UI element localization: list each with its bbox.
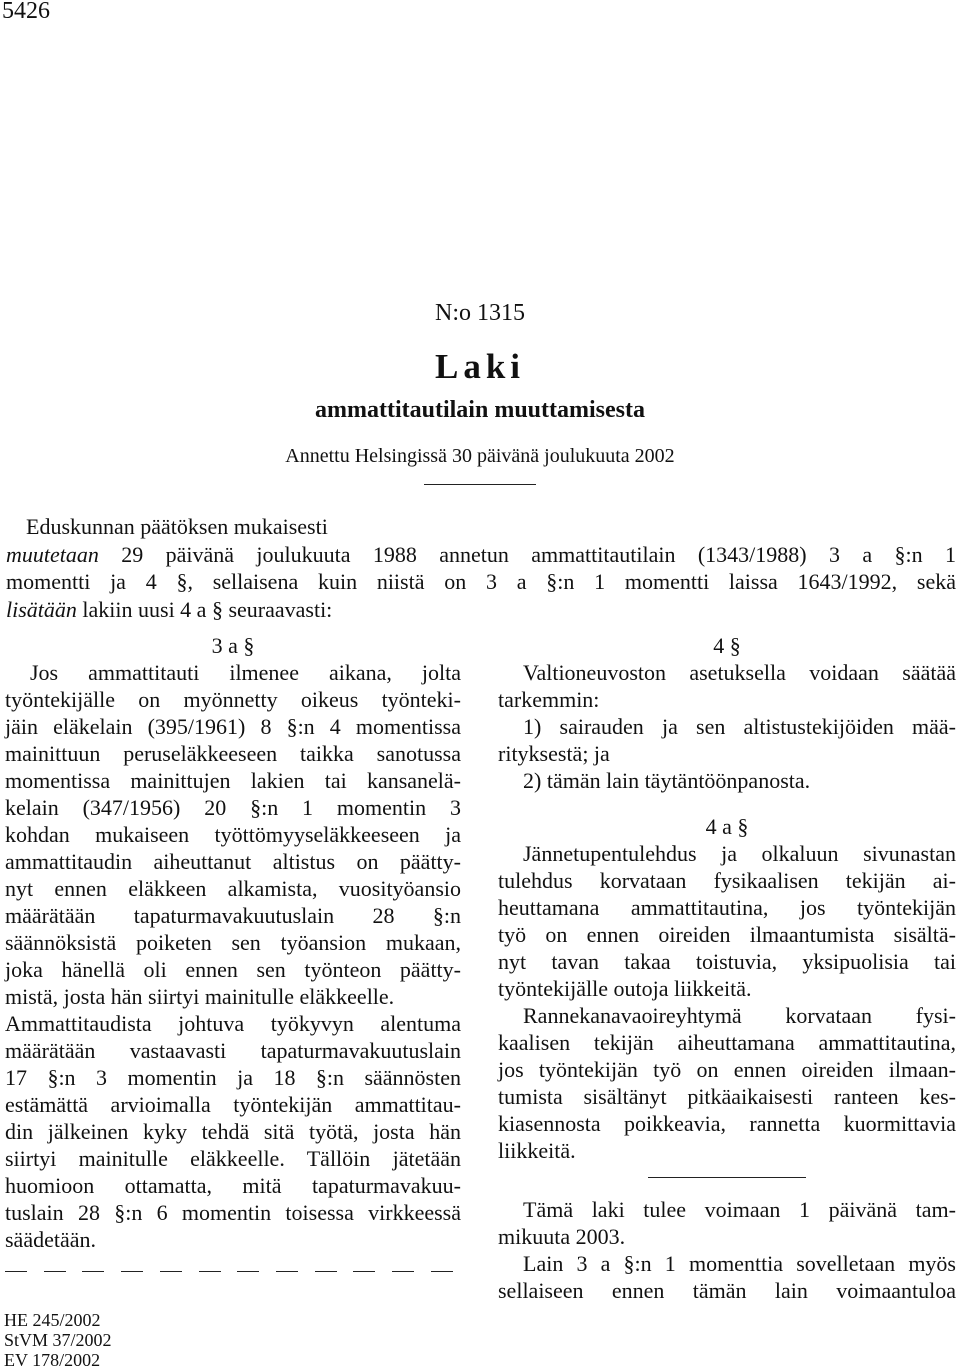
text-line: joka hänellä oli ennen sen työnteon päätty- [5,957,461,982]
legislative-references [4,1310,112,1370]
text-line: tuslain 28 §:n 6 momentin toisessa virkkeessä [5,1200,461,1225]
text-line: säännöksistä poiketen sen työansion mukaan, [5,930,461,955]
section-heading-4: 4 § [713,633,741,658]
intro-line [6,596,956,624]
text-line: tulehdus korvataan fysikaalisen tekijän ai- [498,868,956,893]
text-line: nyt tavan takaa toistuvia, yksipuolisia tai [498,949,956,974]
intro-line: momentti ja 4 §, sellaisena kuin niistä on 3 a §:n 1 momentti laissa 1643/1992, sekä [6,569,956,594]
document-type: Laki [434,347,526,386]
text-line: Tämä laki tulee voimaan 1 päivänä tam- [523,1197,956,1222]
text-line: kelain (347/1956) 20 §:n 1 momentin 3 [5,795,461,820]
text-line: tumista sisältänyt pitkäaikaisesti ranteen kes- [498,1084,956,1109]
text-line: siirtyi mainitulle eläkkeelle. Tällöin jätetään [5,1146,461,1171]
section-heading-3a: 3 a § [211,633,255,658]
text-line: jos työntekijän työ on ennen oireiden ilmaan- [498,1057,956,1082]
text-line: din jälkeinen kyky tehdä sitä työtä, josta hän [5,1119,461,1144]
text-line: momentissa mainittujen lakien tai kansanelä- [5,768,461,793]
end-of-amendments-rule [5,1259,453,1272]
text-line: työ on ennen oireiden ilmaantumista sisältä- [498,922,956,947]
page-number: 5426 [2,0,50,24]
text-line: määrätään tapaturmavakuutuslain 28 §:n [5,903,461,928]
text-line: tarkemmin: [498,687,600,712]
reference-item: HE 245/2002 [4,1310,101,1330]
text-line: mikuuta 2003. [498,1224,626,1249]
intro-add-keyword: lisätään [6,596,77,622]
text-line: työntekijälle outoja liikkeitä. [498,976,752,1001]
text-line: Lain 3 a §:n 1 momenttia sovelletaan myös [523,1251,956,1276]
text-line: 17 §:n 3 momentin ja 18 §:n säännösten [5,1065,461,1090]
text-line: nyt ennen eläkkeen alkamista, vuosityöansio [5,876,461,901]
text-line: rityksestä; ja [498,741,610,766]
text-line: mainittuun peruseläkkeeseen taikka sanotussa [5,741,461,766]
entry-into-force-divider [648,1177,806,1178]
enacting-clause [6,513,956,623]
text-line: Jos ammattitauti ilmenee aikana, jolta [30,660,461,685]
text-line: kiasennosta poikkeavia, rannetta kuormittavia [498,1111,956,1136]
intro-line [6,541,956,569]
text-line: määrätään vastaavasti tapaturmavakuutuslain [5,1038,461,1063]
text-line: heuttamana ammattitautina, jos työntekijän [498,895,956,920]
intro-amend-keyword: muutetaan [6,541,99,567]
text-line: ammattitaudin aiheuttanut altistus on päätty- [5,849,461,874]
intro-text: lakiin uusi 4 a § seuraavasti: [76,596,333,622]
text-line: kaalisen tekijän aiheuttamana ammattitautina, [498,1030,956,1055]
text-line: jäin eläkelain (395/1961) 8 §:n 4 momentissa [5,714,461,739]
intro-text: 29 päivänä joulukuuta 1988 annetun ammattitautilain (1343/1988) 3 a §:n 1 [98,541,956,567]
text-line: Valtioneuvoston asetuksella voidaan säätää [523,660,956,685]
text-line: liikkeitä. [498,1138,576,1163]
reference-item: EV 178/2002 [4,1350,101,1370]
right-column [498,632,956,1304]
text-line: 1) sairauden ja sen altistustekijöiden mää- [523,714,956,739]
text-line: työntekijälle on myönnetty oikeus työnteki- [5,687,461,712]
text-line: mistä, josta hän siirtyi mainitulle eläkkeelle. [5,984,395,1009]
text-line: estämättä arvioimalla työntekijän ammattitau- [5,1092,461,1117]
document-title: ammattitautilain muuttamisesta [315,397,645,423]
text-line: säädetään. [5,1227,96,1252]
text-line: 2) tämän lain täytäntöönpanosta. [523,768,811,793]
left-column [5,632,461,1272]
enactment-date: Annettu Helsingissä 30 päivänä joulukuuta 2002 [285,445,675,467]
text-line: sellaiseen ennen tämän lain voimaantuloa [498,1278,956,1303]
intro-line: Eduskunnan päätöksen mukaisesti [26,514,328,539]
title-divider [424,484,536,485]
reference-item: StVM 37/2002 [4,1330,112,1350]
text-line: Rannekanavaoireyhtymä korvataan fysi- [523,1003,956,1028]
text-line: Ammattitaudista johtuva työkyvyn alentuma [5,1011,461,1036]
text-line: huomioon ottamatta, mitä tapaturmavakuu- [5,1173,461,1198]
text-line: Jännetupentulehdus ja olkaluun sivunastan [523,841,956,866]
text-line: kohdan mukaiseen työttömyyseläkkeeseen ja [5,822,461,847]
section-heading-4a: 4 a § [705,814,749,839]
document-number: N:o 1315 [435,300,525,326]
